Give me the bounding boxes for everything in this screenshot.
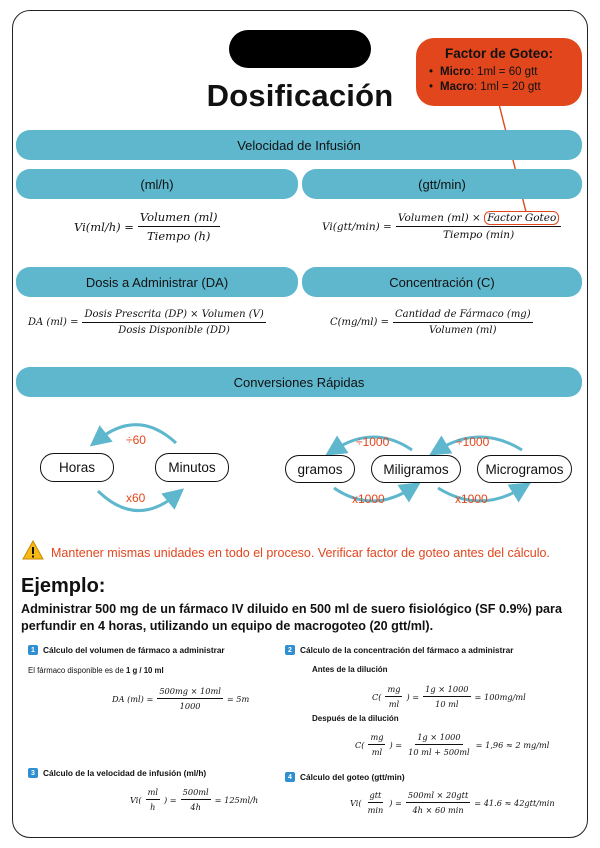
dose-bar: Dosis a Administrar (DA) (16, 267, 298, 297)
formula-vi-gtt-min: Vi(gtt/min) = $\frac{\text{Volumen (ml) × Factor Goteo}}{\text{Tiempo (min)}}$ (322, 212, 565, 241)
example-title: Ejemplo: (21, 575, 106, 597)
step-2-before-label: Antes de la dilución (312, 665, 388, 674)
step-1-number: 1 (28, 645, 38, 655)
step-4-number: 4 (285, 772, 295, 782)
warning-icon (22, 540, 44, 560)
node-minutes: Minutos (155, 453, 229, 482)
quick-conversions-bar: Conversiones Rápidas (16, 367, 582, 397)
example-description: Administrar 500 mg de un fármaco IV diluido en 500 ml de suero fisiológico (SF 0.9%) para perfundir en 4 horas, utilizando un equipo de macrogoteo (20 gtt/ml). (21, 602, 562, 633)
concentration-bar: Concentración (C) (302, 267, 582, 297)
warning-text: Mantener mismas unidades en todo el proceso. Verificar factor de goteo antes del cálculo. (51, 546, 550, 560)
drip-factor-macro: • Macro: 1ml = 20 gtt (426, 80, 572, 95)
highlighted-drip-factor: Factor Goteo (484, 211, 559, 225)
step-4-formula: Vi ( $\frac{\text{gtt}}{\min}$ ) = $\frac{\text{500ml × 20gtt}}{4h \times 60 \min}$ = 41.6 ≈ 42gtt/min (350, 790, 555, 815)
drip-factor-title: Factor de Goteo: (444, 46, 553, 61)
formula-dose: DA (ml) = $\frac{\text{Dosis Prescrita (DP) × Volumen (V)}}{\text{Dosis Disponible (DD)}}$ (28, 309, 264, 336)
node-milligrams: Miligramos (371, 455, 461, 483)
label-x60: x60 (126, 491, 146, 505)
label-div-1000-a: ÷1000 (356, 435, 390, 449)
label-x1000-a: x1000 (352, 492, 385, 506)
step-3-heading: 3 Cálculo de la velocidad de infusión (ml/h) (28, 768, 206, 778)
formula-vi-ml-h: Vi(ml/h) = $\frac{\text{Volumen (ml)}}{\text{Tiempo (h)}}$ (74, 210, 218, 243)
step-2-heading: 2 Cálculo de la concentración del fármaco a administrar (285, 645, 513, 655)
gtt-per-min-bar: (gtt/min) (302, 169, 582, 199)
step-1-formula: DA (ml) = $\frac{500mg \times 10ml}{1000}$ = 5m (112, 686, 250, 711)
formula-concentration: C(mg/ml) = $\frac{\text{Cantidad de Fármaco (mg)}}{\text{Volumen (ml)}}$ (330, 309, 531, 336)
step-1-heading: 1 Cálculo del volumen de fármaco a administrar (28, 645, 225, 655)
label-x1000-b: x1000 (455, 492, 488, 506)
step-2-number: 2 (285, 645, 295, 655)
label-div-1000-b: ÷1000 (456, 435, 490, 449)
step-1-note: El fármaco disponible es de 1 g / 10 ml (28, 666, 164, 675)
node-grams: gramos (285, 455, 355, 483)
step-3-number: 3 (28, 768, 38, 778)
step-2-after-label: Después de la dilución (312, 714, 399, 723)
step-2-before-formula: C ( $\frac{mg}{ml}$ ) = $\frac{1g \times 1000}{10 ml}$ = 100mg/ml (372, 684, 526, 709)
node-hours: Horas (40, 453, 114, 482)
infusion-rate-bar: Velocidad de Infusión (16, 130, 582, 160)
step-4-heading: 4 Cálculo del goteo (gtt/min) (285, 772, 405, 782)
step-3-formula: Vi ( $\frac{ml}{h}$ ) = $\frac{500ml}{4h}$ = 125ml/h (130, 787, 259, 812)
page-title: Dosificación (206, 78, 394, 113)
step-2-after-formula: C ( $\frac{mg}{ml}$ ) = $\frac{1g \times 1000}{10 ml + 500ml}$ = 1,96 ≈ 2 mg/ml (355, 732, 550, 757)
drip-factor-micro: • Micro: 1ml = 60 gtt (426, 65, 572, 80)
node-micrograms: Microgramos (477, 455, 572, 483)
label-div-60: ÷60 (126, 433, 146, 447)
ml-per-hour-bar: (ml/h) (16, 169, 298, 199)
